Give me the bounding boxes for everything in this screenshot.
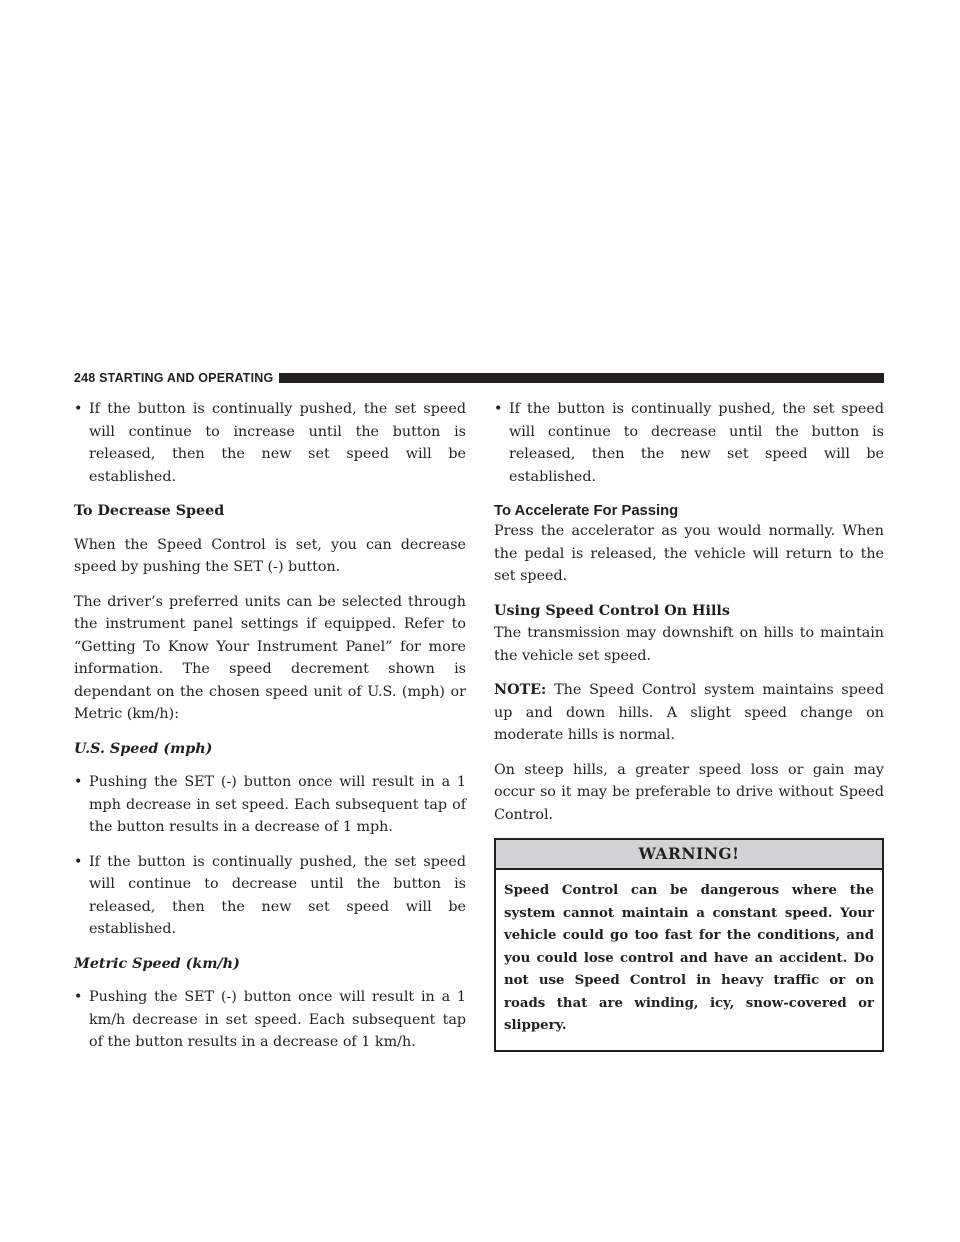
page-header (74, 368, 884, 388)
bullet-icon: • (494, 401, 503, 417)
bullet-text: If the button is continually pushed, the set speed will continue to decrease until the button is released, then the new set speed will be established. (89, 853, 466, 937)
left-column (74, 398, 466, 1066)
bullet-text: Pushing the SET (-) button once will result in a 1 mph decrease in set speed. Each subsequent tap of the button results in a decrease of 1 mph. (89, 774, 466, 835)
bullet-icon: • (74, 774, 83, 790)
bullet-text: Pushing the SET (-) button once will result in a 1 km/h decrease in set speed. Each subsequent tap of the button results in a decrease of 1 km/h. (89, 989, 466, 1050)
warning-title: WARNING! (496, 840, 882, 870)
warning-box (494, 838, 884, 1052)
subsection-heading: U.S. Speed (mph) (74, 740, 213, 757)
bullet-text: If the button is continually pushed, the set speed will continue to increase until the button is released, then the new set speed will be established. (89, 401, 466, 485)
section-heading: To Accelerate For Passing (494, 503, 679, 519)
bullet-icon: • (74, 989, 83, 1005)
paragraph: The transmission may downshift on hills to maintain the vehicle set speed. (494, 625, 884, 664)
section-heading: To Decrease Speed (74, 503, 225, 519)
header-rule (279, 373, 884, 383)
note-paragraph (494, 679, 884, 747)
warning-text: Speed Control can be dangerous where the system cannot maintain a constant speed. Your vehicle could go too fast for the conditions, and you could lose control and have an accident. Do not use Speed Control in heavy traffic or on roads that are winding, icy, snow-covered or slippery. (504, 883, 874, 1033)
paragraph: Press the accelerator as you would normally. When the pedal is released, the vehicle will return to the set speed. (494, 523, 884, 584)
paragraph: When the Speed Control is set, you can decrease speed by pushing the SET (-) button. (74, 536, 466, 575)
paragraph: The driver’s preferred units can be selected through the instrument panel settings if equipped. Refer to “Getting To Know Your Instrument Panel” for more information. The speed decrement shown is dependant on the chosen speed unit of U.S. (mph) or Metric (km/h): (74, 593, 466, 722)
section-heading: Using Speed Control On Hills (494, 602, 730, 619)
list-item (494, 398, 884, 488)
subsection-heading: Metric Speed (km/h) (74, 955, 240, 972)
right-column (494, 398, 884, 1052)
list-item (74, 398, 466, 488)
list-item (74, 986, 466, 1054)
bullet-icon: • (74, 401, 83, 417)
note-text: The Speed Control system maintains speed up and down hills. A slight speed change on moderate hills is normal. (494, 682, 884, 743)
note-label: NOTE: (494, 682, 547, 698)
bullet-text: If the button is continually pushed, the set speed will continue to decrease until the button is released, then the new set speed will be established. (509, 401, 884, 485)
list-item (74, 851, 466, 941)
bullet-icon: • (74, 853, 83, 870)
paragraph: On steep hills, a greater speed loss or gain may occur so it may be preferable to drive without Speed Control. (494, 761, 884, 823)
list-item (74, 771, 466, 839)
page-number-section-title: 248 STARTING AND OPERATING (74, 371, 274, 385)
